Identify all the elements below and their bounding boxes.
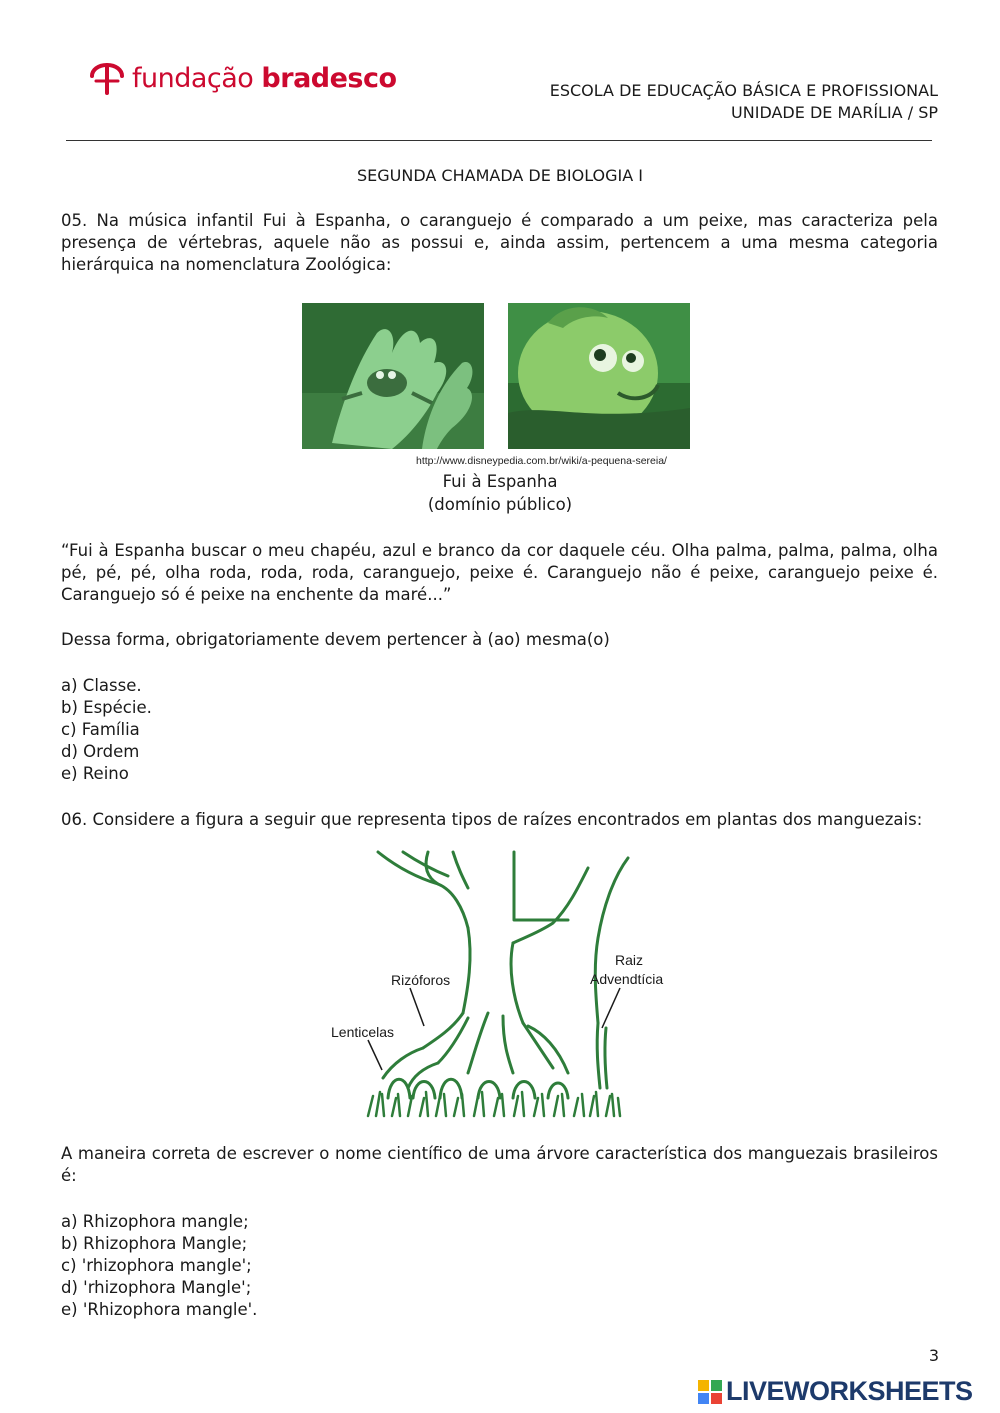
page-title: SEGUNDA CHAMADA DE BIOLOGIA I: [357, 166, 643, 185]
liveworksheets-text: LIVEWORKSHEETS: [726, 1376, 973, 1406]
label-raiz: Raiz: [615, 952, 644, 968]
q6-option-c[interactable]: c) 'rhizophora mangle';: [61, 1256, 252, 1275]
q5-quote: “Fui à Espanha buscar o meu chapéu, azul e branco da cor daquele céu. Olha palma, palma, palma, olha pé, pé, pé, olha roda, roda, roda, caranguejo, peixe é. Caranguejo não é peixe, caranguejo peixe é. Caranguejo só é peixe na enchente da maré...”: [61, 541, 938, 604]
q5-prompt: Dessa forma, obrigatoriamente devem pertencer à (ao) mesma(o): [61, 630, 610, 649]
page-number: 3: [928, 1346, 939, 1365]
crab-image: [302, 303, 484, 449]
q5-option-d[interactable]: d) Ordem: [61, 742, 140, 761]
logo-text: [132, 63, 397, 94]
school-line1: ESCOLA DE EDUCAÇÃO BÁSICA E PROFISSIONAL: [549, 81, 938, 100]
image-caption-domain: (domínio público): [427, 495, 573, 514]
mangrove-diagram: [328, 848, 678, 1123]
q6-prompt: A maneira correta de escrever o nome científico de uma árvore característica dos manguezais brasileiros é:: [61, 1144, 938, 1185]
q6-stem: 06. Considere a figura a seguir que representa tipos de raízes encontrados em plantas dos manguezais:: [61, 810, 923, 829]
liveworksheets-logo-icon: [698, 1380, 722, 1404]
logo-bold: bradesco: [261, 62, 397, 94]
q6-option-b[interactable]: b) Rhizophora Mangle;: [61, 1234, 248, 1253]
q5-option-a[interactable]: a) Classe.: [61, 676, 142, 695]
image-source-url: http://www.disneypedia.com.br/wiki/a-pequena-sereia/: [416, 455, 667, 467]
school-name: [550, 80, 938, 124]
q6-option-e[interactable]: e) 'Rhizophora mangle'.: [61, 1300, 258, 1319]
q5-stem: 05. Na música infantil Fui à Espanha, o caranguejo é comparado a um peixe, mas caracteriza pela presença de vértebras, aquele não as possui e, ainda assim, pertencem a uma mesma categoria hierárquica na nomenclatura Zoológica:: [61, 211, 938, 274]
q5-option-b[interactable]: b) Espécie.: [61, 698, 152, 717]
label-adventicia: Advendtícia: [590, 971, 664, 987]
liveworksheets-brand: [698, 1376, 973, 1407]
label-rizoforos: Rizóforos: [391, 972, 451, 988]
mangrove-tree-illustration: [328, 848, 678, 1123]
logo-regular: fundação: [132, 62, 254, 94]
q6-option-a[interactable]: a) Rhizophora mangle;: [61, 1212, 249, 1231]
q6-option-d[interactable]: d) 'rhizophora Mangle';: [61, 1278, 252, 1297]
q5-option-e[interactable]: e) Reino: [61, 764, 129, 783]
q5-option-c[interactable]: c) Família: [61, 720, 140, 739]
label-lenticelas: Lenticelas: [331, 1024, 395, 1040]
header-divider: [66, 140, 932, 141]
school-line2: UNIDADE DE MARÍLIA / SP: [731, 103, 938, 122]
fish-image: [508, 303, 690, 449]
image-caption-title: Fui à Espanha: [442, 472, 558, 491]
fundacao-bradesco-logo: [88, 56, 397, 100]
bradesco-tree-icon: [88, 59, 126, 97]
